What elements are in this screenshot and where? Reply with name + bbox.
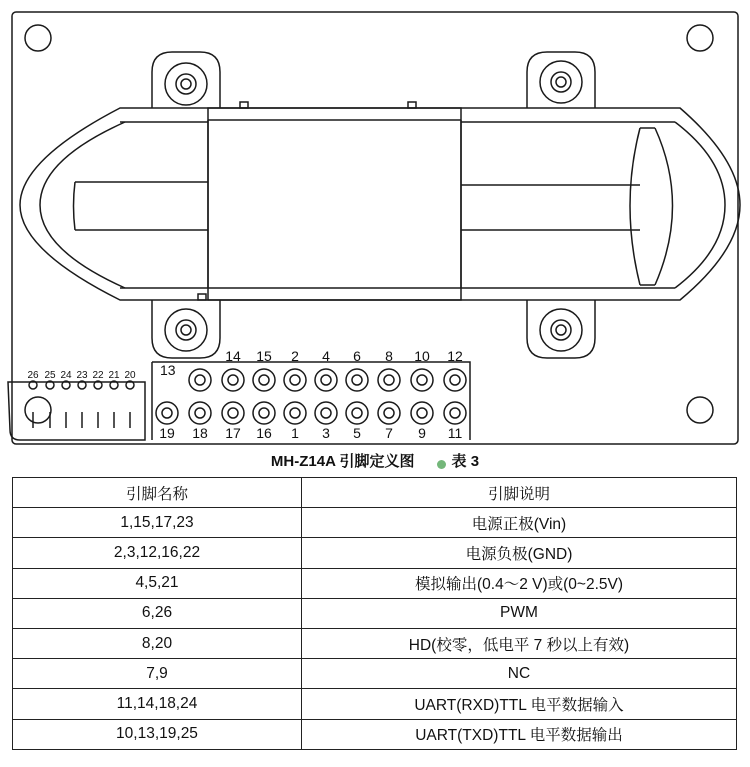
connector-labels [27, 370, 136, 381]
pin-hole [189, 369, 211, 391]
pin-label-top: 15 [256, 348, 272, 364]
connector-pin-label: 24 [60, 370, 72, 381]
pin-name-cell: 6,26 [13, 598, 302, 628]
optical-chamber [20, 102, 740, 300]
table-row [13, 659, 737, 689]
pins-top-row [189, 369, 466, 391]
connector-pin [62, 381, 70, 428]
pin-desc-cell: UART(TXD)TTL 电平数据输出 [302, 719, 737, 749]
green-dot-icon [437, 460, 446, 469]
pin-hole [222, 402, 244, 424]
connector-pin [94, 381, 102, 428]
table-row [13, 508, 737, 538]
pin-label-bottom: 1 [291, 425, 299, 441]
pin-name-cell: 10,13,19,25 [13, 719, 302, 749]
caption-title: MH-Z14A 引脚定义图 [270, 453, 415, 470]
header-pin-desc: 引脚说明 [302, 478, 737, 508]
table-row [13, 628, 737, 658]
pin-desc-cell: 模拟输出(0.4～2 V)或(0~2.5V) [302, 568, 737, 598]
pin-desc-cell: 电源正极(Vin) [302, 508, 737, 538]
table-row [13, 689, 737, 719]
connector-pin [126, 381, 134, 428]
pin-desc-cell: HD(校零，低电平 7 秒以上有效) [302, 628, 737, 658]
pin-hole [253, 369, 275, 391]
pin-hole [411, 369, 433, 391]
table-row [13, 568, 737, 598]
table-row [13, 598, 737, 628]
pin-label-top: 10 [414, 348, 430, 364]
side-connector-frame [8, 382, 145, 440]
pin-label-13: 13 [160, 362, 176, 378]
board-outline [12, 12, 738, 444]
table-row [13, 538, 737, 568]
pin-label-top: 12 [447, 348, 463, 364]
pin-label-top: 4 [322, 348, 330, 364]
pin-hole [444, 402, 466, 424]
pin-label-top: 14 [225, 348, 241, 364]
connector-pin-label: 26 [27, 370, 39, 381]
pin-hole [444, 369, 466, 391]
header-pin-name: 引脚名称 [13, 478, 302, 508]
connector-pin-label: 21 [108, 370, 120, 381]
pin-hole [284, 369, 306, 391]
pin-hole [378, 369, 400, 391]
pin-label-bottom: 7 [385, 425, 393, 441]
connector-pin-label: 23 [76, 370, 88, 381]
pin-label-bottom: 9 [418, 425, 426, 441]
connector-pin-label: 25 [44, 370, 56, 381]
pin-hole [315, 369, 337, 391]
pin-hole [315, 402, 337, 424]
pin-name-cell: 11,14,18,24 [13, 689, 302, 719]
pin-name-cell: 8,20 [13, 628, 302, 658]
pin-definition-table [12, 477, 737, 750]
pin-hole [189, 402, 211, 424]
pin-label-bottom: 3 [322, 425, 330, 441]
pin-name-cell: 7,9 [13, 659, 302, 689]
pin-label-top: 2 [291, 348, 299, 364]
pin-labels-bottom [159, 425, 462, 441]
connector-pin-label: 20 [124, 370, 136, 381]
pin-desc-cell: 电源负极(GND) [302, 538, 737, 568]
pin-desc-cell: NC [302, 659, 737, 689]
pin-hole [411, 402, 433, 424]
figure-caption [0, 452, 750, 472]
pin-label-bottom: 11 [447, 425, 463, 441]
mounting-ears [152, 52, 595, 358]
pin-label-bottom: 18 [192, 425, 208, 441]
pin-name-cell: 4,5,21 [13, 568, 302, 598]
table-header-row [13, 478, 737, 508]
connector-pin [110, 381, 118, 428]
pin-name-cell: 2,3,12,16,22 [13, 538, 302, 568]
connector-pin [78, 381, 86, 428]
pin-hole [222, 369, 244, 391]
pins-bottom-row [156, 402, 466, 424]
pin-hole [284, 402, 306, 424]
pin-label-top: 6 [353, 348, 361, 364]
connector-pin-label: 22 [92, 370, 104, 381]
pin-hole [378, 402, 400, 424]
pin-label-top: 8 [385, 348, 393, 364]
pin-hole [253, 402, 275, 424]
table-row [13, 719, 737, 749]
pin-label-bottom: 5 [353, 425, 361, 441]
pin-hole [346, 369, 368, 391]
pin-desc-cell: PWM [302, 598, 737, 628]
corner-holes [25, 25, 713, 423]
pin-name-cell: 1,15,17,23 [13, 508, 302, 538]
pin-desc-cell: UART(RXD)TTL 电平数据输入 [302, 689, 737, 719]
pin-label-bottom: 17 [225, 425, 241, 441]
pin-label-bottom: 19 [159, 425, 175, 441]
pin-label-bottom: 16 [256, 425, 272, 441]
pin-hole [156, 402, 178, 424]
caption-table-number: 表 3 [451, 453, 480, 470]
pin-hole [346, 402, 368, 424]
